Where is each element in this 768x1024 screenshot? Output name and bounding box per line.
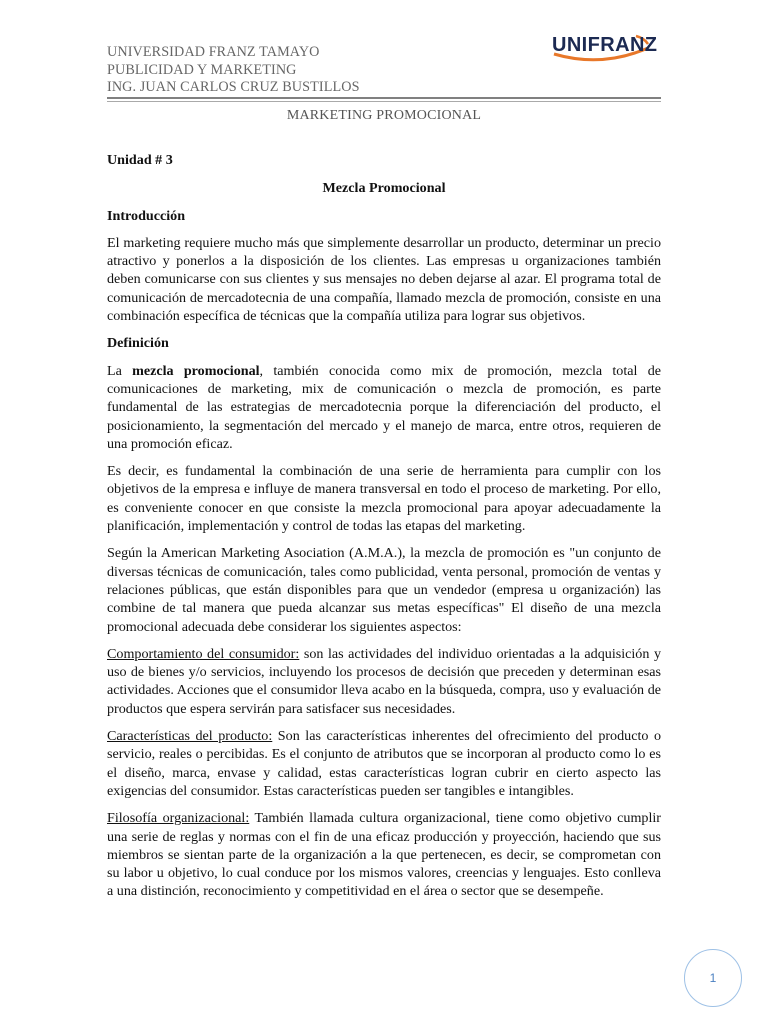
aspect-product-features [107, 727, 661, 800]
aspect-term: Comportamiento del consumidor: [107, 645, 300, 662]
unit-label: Unidad # 3 [107, 152, 173, 168]
header-rule [107, 97, 661, 99]
definition-paragraph-3: Según la American Marketing Asociation (A.M.A.), la mezcla de promoción es "un conjunto de diversas técnicas de comunicación, tales como publicidad, venta personal, promoción de ventas y relaciones públicas, que están disponibles para que un vendedor (empresa u organización) las combine de tal manera que pueda alcanzar sus metas específicas" El diseño de una mezcla promocional adecuada debe considerar los siguientes aspectos: [107, 545, 661, 635]
intro-paragraph: El marketing requiere mucho más que simplemente desarrollar un producto, determinar un precio atractivo y ponerlos a la disposición de los clientes. Las empresas u organizaciones también deben comunicarse con sus clientes y sus mensajes no deben dejarse al azar. El programa total de comunicación de mercadotecnia de una compañía, llamado mezcla de promoción, consiste en una combinación específica de técnicas que la compañía utiliza para lograr sus objetivos. [107, 234, 661, 325]
unifranz-logo [552, 28, 658, 68]
header-rule-thin [107, 101, 661, 102]
header-instructor: ING. JUAN CARLOS CRUZ BUSTILLOS [107, 79, 360, 95]
logo-text: UNIFRANZ [552, 34, 658, 56]
document-title: MARKETING PROMOCIONAL [286, 108, 482, 123]
header-university: UNIVERSIDAD FRANZ TAMAYO [107, 44, 320, 60]
definition-heading: Definición [107, 335, 169, 352]
aspect-consumer-behavior [107, 645, 661, 718]
intro-heading: Introducción [107, 207, 186, 224]
aspect-text: Son las características inherentes del ofrecimiento del producto o servicio, reales o percibidas. Es el conjunto de atributos que se incorporan al producto como lo es el diseño, marca, envase y calidad, estas características logran cubrir en cierto aspecto las exigencias del consumidor. Estas características pueden ser tangibles e intangibles. [107, 728, 662, 799]
term-mezcla-promocional: mezcla promocional [132, 362, 260, 379]
aspect-text: son las actividades del individuo orientadas a la adquisición y uso de bienes y/o servicios, incluyendo los procesos de decisión que preceden y determinan esas actividades. Acciones que el consumidor lleva acabo en la búsqueda, compra, uso y evaluación de productos que espera servirán para satisfacer sus necesidades. [107, 645, 661, 717]
document-body [107, 151, 661, 910]
definition-rest: , también conocida como mix de promoción, mezcla total de comunicaciones de marketing, mix de comunicación o mezcla de promoción, es parte fundamental de las estrategias de mercadotecnia porque la diferenciación del producto, el posicionamiento, la segmentación del mercado y el manejo de marca, entre otros, requieren de una promoción eficaz. [107, 362, 661, 452]
aspect-org-philosophy [107, 809, 661, 900]
document-header [107, 44, 360, 97]
header-program: PUBLICIDAD Y MARKETING [107, 61, 297, 78]
page-number: 1 [684, 949, 742, 1007]
aspect-term: Características del producto: [107, 728, 273, 745]
aspect-term: Filosofía organizacional: [107, 810, 250, 827]
aspect-text: También llamada cultura organizacional, tiene como objetivo cumplir una serie de reglas y normas con el fin de una eficaz producción y proyección, haciendo que sus miembros se sientan parte de la organización a la que pertenecen, es decir, se comprometan con su labor u objetivo, lo cual conduce por los mismos valores, creencias y lenguajes. Esto conlleva a una distinción, reconocimiento y competitividad en el área o sector que se desempeñe. [107, 810, 662, 900]
definition-paragraph-1 [107, 362, 661, 453]
section-title: Mezcla Promocional [322, 180, 446, 197]
definition-prefix: La [107, 362, 133, 379]
definition-paragraph-2: Es decir, es fundamental la combinación de una serie de herramienta para cumplir con los objetivos de la empresa e influye de manera transversal en todo el proceso de marketing. Por ello, es conveniente conocer en que consiste la mezcla promocional para apoyar adecuadamente la planificación, implementación y control de todas las etapas del marketing. [107, 463, 661, 535]
